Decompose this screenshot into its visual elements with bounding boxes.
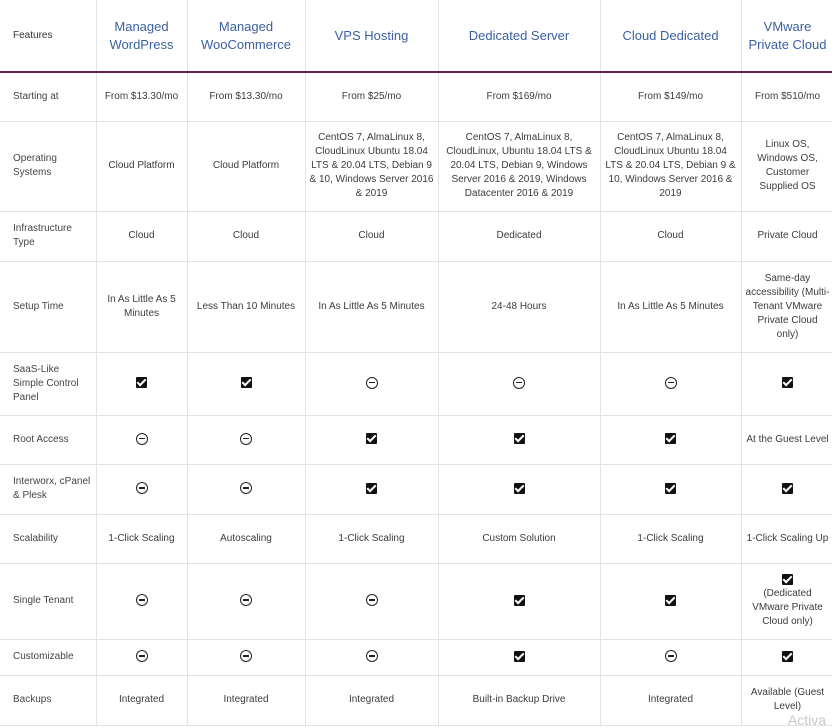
table-cell — [438, 415, 600, 464]
checkbox-checked-icon — [782, 483, 793, 494]
table-cell: 1-Click Scaling — [600, 514, 741, 563]
checkbox-checked-icon — [514, 595, 525, 606]
table-cell — [305, 563, 438, 639]
table-cell — [96, 464, 187, 514]
table-cell — [96, 415, 187, 464]
table-cell: Dedicated — [438, 211, 600, 261]
table-cell: Available (Guest Level) — [741, 675, 832, 725]
minus-circle-icon — [366, 377, 378, 389]
activation-watermark: Activa — [787, 712, 826, 728]
table-row — [0, 415, 832, 464]
table-cell — [96, 639, 187, 675]
table-cell: From $149/mo — [600, 72, 741, 121]
table-cell: From $13.30/mo — [96, 72, 187, 121]
row-label: Operating Systems — [0, 121, 96, 211]
table-row — [0, 675, 832, 725]
checkbox-checked-icon — [366, 483, 377, 494]
table-cell: In As Little As 5 Minutes — [600, 261, 741, 352]
table-cell: Autoscaling — [187, 514, 305, 563]
table-cell — [96, 563, 187, 639]
minus-circle-icon — [240, 433, 252, 445]
table-row — [0, 211, 832, 261]
minus-circle-icon — [240, 594, 252, 606]
minus-circle-icon — [240, 482, 252, 494]
column-header-vps-hosting: VPS Hosting — [305, 0, 438, 72]
row-label: Single Tenant — [0, 563, 96, 639]
table-cell: At the Guest Level — [741, 415, 832, 464]
table-cell: From $169/mo — [438, 72, 600, 121]
table-cell: 1-Click Scaling — [96, 514, 187, 563]
checkbox-checked-icon — [665, 483, 676, 494]
table-cell: Cloud — [600, 211, 741, 261]
minus-circle-icon — [136, 650, 148, 662]
table-cell — [187, 639, 305, 675]
table-row — [0, 563, 832, 639]
cell-note: (Dedicated VMware Private Cloud only) — [752, 588, 823, 627]
checkbox-checked-icon — [782, 651, 793, 662]
checkbox-checked-icon — [136, 377, 147, 388]
table-cell: Cloud Platform — [96, 121, 187, 211]
table-row — [0, 261, 832, 352]
minus-circle-icon — [665, 650, 677, 662]
row-label: SaaS-Like Simple Control Panel — [0, 352, 96, 415]
table-cell: From $13.30/mo — [187, 72, 305, 121]
header-row — [0, 0, 832, 72]
column-header-vmware-private-cloud: VMware Private Cloud — [741, 0, 832, 72]
table-cell: Custom Solution — [438, 514, 600, 563]
table-cell — [96, 352, 187, 415]
table-cell: CentOS 7, AlmaLinux 8, CloudLinux Ubuntu 18.04 LTS & 20.04 LTS, Debian 9 & 10, Windows Server 2016 & 2019 — [600, 121, 741, 211]
column-header-managed-woocommerce: Managed WooCommerce — [187, 0, 305, 72]
table-cell: CentOS 7, AlmaLinux 8, CloudLinux Ubuntu 18.04 LTS & 20.04 LTS, Debian 9 & 10, Windows Server 2016 & 2019 — [305, 121, 438, 211]
checkbox-checked-icon — [782, 574, 793, 585]
table-cell: Built-in Backup Drive — [438, 675, 600, 725]
table-cell: Integrated — [600, 675, 741, 725]
table-cell: 1-Click Scaling Up — [741, 514, 832, 563]
table-cell: From $25/mo — [305, 72, 438, 121]
table-cell: Integrated — [96, 675, 187, 725]
table-cell — [305, 415, 438, 464]
table-cell: Less Than 10 Minutes — [187, 261, 305, 352]
row-label: Root Access — [0, 415, 96, 464]
column-header-managed-wordpress: Managed WordPress — [96, 0, 187, 72]
column-header-cloud-dedicated: Cloud Dedicated — [600, 0, 741, 72]
minus-circle-icon — [513, 377, 525, 389]
table-cell: 1-Click Scaling — [305, 514, 438, 563]
minus-circle-icon — [665, 377, 677, 389]
table-cell — [600, 415, 741, 464]
table-cell — [600, 639, 741, 675]
checkbox-checked-icon — [665, 433, 676, 444]
row-label: Setup Time — [0, 261, 96, 352]
table-cell: Cloud — [187, 211, 305, 261]
minus-circle-icon — [240, 650, 252, 662]
table-cell: Cloud Platform — [187, 121, 305, 211]
table-cell: Cloud — [96, 211, 187, 261]
checkbox-checked-icon — [514, 483, 525, 494]
table-cell — [438, 352, 600, 415]
table-cell: Cloud — [305, 211, 438, 261]
table-cell — [187, 464, 305, 514]
table-cell — [741, 464, 832, 514]
checkbox-checked-icon — [366, 433, 377, 444]
table-row — [0, 121, 832, 211]
minus-circle-icon — [136, 594, 148, 606]
checkbox-checked-icon — [665, 595, 676, 606]
table-row — [0, 352, 832, 415]
table-cell: CentOS 7, AlmaLinux 8, CloudLinux, Ubuntu 18.04 LTS & 20.04 LTS, Debian 9, Windows Server 2016 & 2019, Windows Datacenter 2016 & 2019 — [438, 121, 600, 211]
checkbox-checked-icon — [514, 651, 525, 662]
table-row — [0, 639, 832, 675]
table-cell — [187, 563, 305, 639]
checkbox-checked-icon — [514, 433, 525, 444]
table-cell: In As Little As 5 Minutes — [96, 261, 187, 352]
table-cell: Linux OS, Windows OS, Customer Supplied OS — [741, 121, 832, 211]
table-cell — [305, 464, 438, 514]
table-cell — [600, 563, 741, 639]
table-cell — [438, 563, 600, 639]
table-cell: In As Little As 5 Minutes — [305, 261, 438, 352]
minus-circle-icon — [366, 594, 378, 606]
row-label: Scalability — [0, 514, 96, 563]
checkbox-checked-icon — [241, 377, 252, 388]
table-cell — [187, 352, 305, 415]
table-row — [0, 464, 832, 514]
table-row — [0, 514, 832, 563]
minus-circle-icon — [136, 433, 148, 445]
row-label: Infrastructure Type — [0, 211, 96, 261]
table-cell — [305, 352, 438, 415]
minus-circle-icon — [136, 482, 148, 494]
features-header: Features — [0, 0, 96, 72]
table-cell — [600, 352, 741, 415]
table-cell — [438, 639, 600, 675]
row-label: Backups — [0, 675, 96, 725]
table-cell — [741, 352, 832, 415]
table-cell — [741, 563, 832, 639]
table-cell — [305, 639, 438, 675]
table-cell — [741, 639, 832, 675]
table-cell — [438, 464, 600, 514]
checkbox-checked-icon — [782, 377, 793, 388]
table-cell: 24-48 Hours — [438, 261, 600, 352]
minus-circle-icon — [366, 650, 378, 662]
table-row — [0, 72, 832, 121]
table-cell: Integrated — [305, 675, 438, 725]
table-cell: Same-day accessibility (Multi-Tenant VMware Private Cloud only) — [741, 261, 832, 352]
row-label: Starting at — [0, 72, 96, 121]
column-header-dedicated-server: Dedicated Server — [438, 0, 600, 72]
table-cell — [187, 415, 305, 464]
table-cell: Integrated — [187, 675, 305, 725]
table-cell: From $510/mo — [741, 72, 832, 121]
table-cell — [600, 464, 741, 514]
row-label: Interworx, cPanel & Plesk — [0, 464, 96, 514]
table-cell: Private Cloud — [741, 211, 832, 261]
row-label: Customizable — [0, 639, 96, 675]
